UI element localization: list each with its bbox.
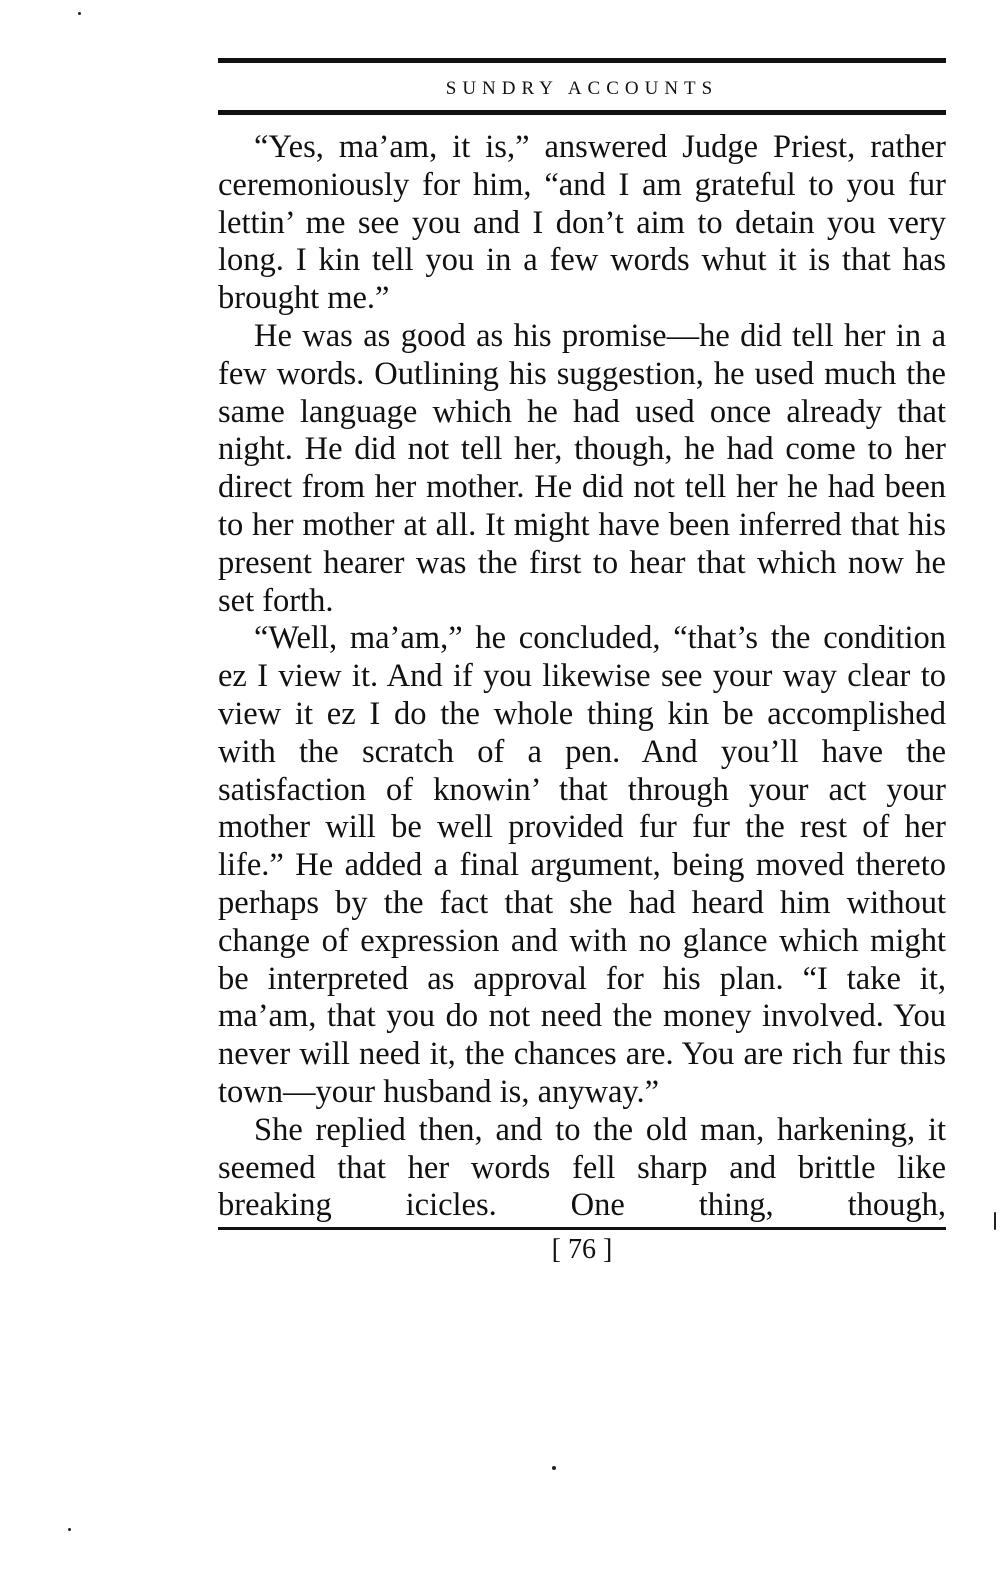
print-speck: [68, 1528, 71, 1531]
paragraph: He was as good as his promise—he did tell her in a few words. Outlining his suggestion, he used much the same language which he had used once already that night. He did not tell her, though, he had come to her direct from her mother. He did not tell her he had been to her mother at all. It might have been inferred that his present hearer was the first to hear that which now he set forth.: [218, 317, 946, 619]
footer-rule: [218, 1227, 946, 1230]
print-speck: [994, 1212, 996, 1230]
print-speck: [552, 1466, 556, 1470]
body-text: [218, 129, 946, 1225]
paragraph: She replied then, and to the old man, harkening, it seemed that her words fell sharp and brittle like breaking icicles. One thing, though,: [218, 1111, 946, 1224]
book-page: [218, 58, 946, 1264]
header-rule-bottom: [218, 110, 946, 115]
page-number: [ 76 ]: [551, 1234, 613, 1266]
paragraph: “Well, ma’am,” he concluded, “that’s the condition ez I view it. And if you likewise see your way clear to view it ez I do the whole thing kin be accomplished with the scratch of a pen. And you’ll have the satisfaction of knowin’ that through your act your mother will be well provided fur fur the rest of her life.” He added a final argument, being moved thereto perhaps by the fact that she had heard him without change of expression and with no glance which might be interpreted as approval for his plan. “I take it, ma’am, that you do not need the money involved. You never will need it, the chances are. You are rich fur this town—your husband is, anyway.”: [218, 620, 946, 1110]
print-speck: [78, 12, 81, 15]
running-head: SUNDRY ACCOUNTS: [445, 78, 719, 99]
paragraph: “Yes, ma’am, it is,” answered Judge Priest, rather ceremoniously for him, “and I am grateful to you fur lettin’ me see you and I don’t aim to detain you very long. I kin tell you in a few words whut it is that has brought me.”: [218, 129, 946, 317]
